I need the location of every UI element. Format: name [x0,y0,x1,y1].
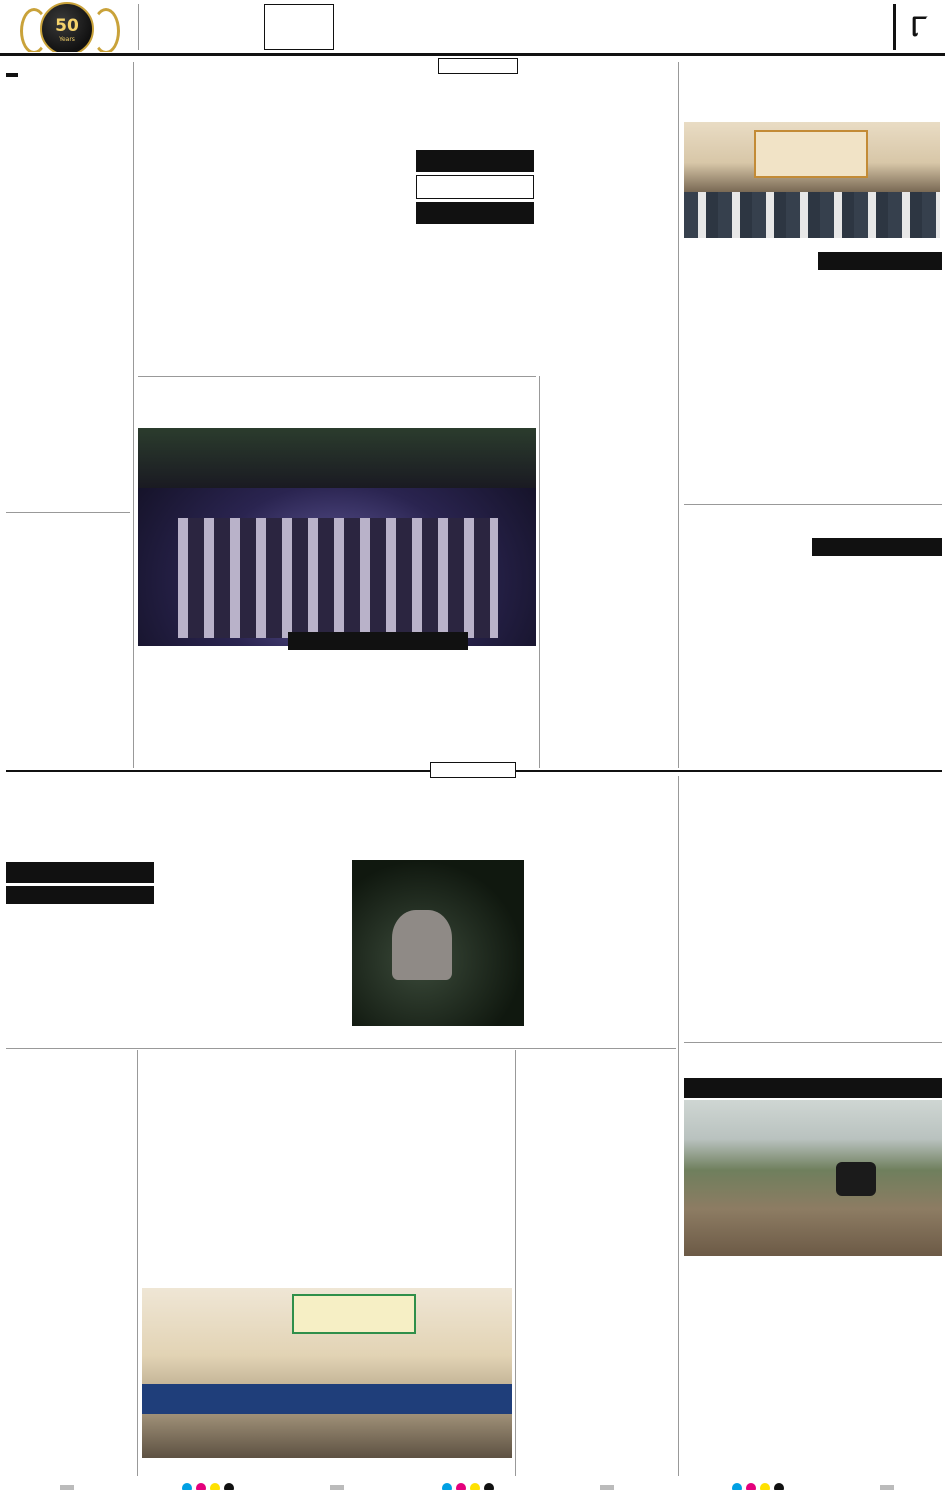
banner-image [754,130,868,178]
registration-mark [600,1478,620,1490]
grievance-body [142,1102,512,1286]
gangahar-body [520,1114,676,1476]
lead-body-mid [416,236,534,372]
masthead [0,0,945,56]
yellow-dot-icon [760,1483,770,1490]
aghori-body [138,662,536,766]
malnutrition-headline [684,78,942,118]
elephant-subheads [6,862,154,904]
motorcycle-image [836,1162,876,1196]
doctor-protest-subhead [812,538,942,556]
lead-subheads [416,150,534,232]
street-image [138,428,536,488]
people-row-image [684,192,940,238]
column-rule [678,776,679,1476]
elephant-body-right [528,860,674,1046]
social-audit-headline [6,1294,134,1312]
black-dot-icon [774,1483,784,1490]
culvert-subhead [684,1078,942,1098]
teaser-label [264,4,334,50]
region-tag [438,58,518,74]
lead-body-left [138,162,410,372]
grievance-dateline [142,1088,262,1100]
gangahar-dateline [520,1100,676,1112]
brief2-body [6,566,130,766]
column-rule [539,376,540,768]
region-tag-2 [430,762,516,778]
divider [684,504,942,505]
elephant-caption [352,1028,524,1048]
youth-suicide-body [6,1092,134,1292]
elephant-headline [6,786,676,856]
brief1-headline [6,86,130,130]
lead-headline [138,78,674,142]
column-rule [137,1050,138,1476]
dam-gate-headline [684,780,942,814]
column-rule [678,62,679,768]
yellow-dot-icon [470,1483,480,1490]
elephant-body-intro [160,862,346,938]
brief2-headline [6,518,130,562]
briefs-header-wrap [6,62,130,82]
registration-mark [880,1478,900,1490]
yellow-dot-icon [210,1483,220,1490]
cyan-dot-icon [442,1483,452,1490]
social-audit-body [6,1328,134,1476]
aghori-photo [138,428,536,646]
aghori-headline [138,382,536,422]
doctor-protest-body [684,560,942,766]
malnutrition-body [684,272,942,500]
lead-dateline [138,148,268,160]
health-camp-headline [544,380,678,424]
culvert-photo [684,1100,942,1256]
briefs-header [6,73,18,77]
malnutrition-subhead [818,252,942,270]
elephant-subhead-2 [6,886,154,904]
cyan-dot-icon [182,1483,192,1490]
elephant-byline [6,908,154,936]
color-registration-dots [730,1478,790,1490]
logo-years: Years [59,36,75,43]
malnutrition-caption [684,240,940,252]
table-cloth-image [142,1384,512,1414]
registration-mark [330,1478,350,1490]
culvert-body [684,1286,942,1476]
elephant-photo [352,860,524,1026]
social-audit-dateline [6,1314,134,1326]
color-registration-dots [440,1478,500,1490]
newspaper-logo [8,2,128,52]
grievance-caption [142,1460,512,1474]
lead-subhead-2 [416,175,534,199]
dam-gate-subhead [684,832,942,854]
doctor-protest-dateline [684,540,812,552]
page-number: ୮ [893,4,943,50]
grievance-headline [142,1052,512,1084]
date-box [138,4,260,50]
health-camp-body [544,442,678,766]
laurel-right-icon [92,8,120,52]
color-registration-dots [180,1478,240,1490]
magenta-dot-icon [196,1483,206,1490]
divider [6,512,130,513]
malnutrition-dateline [684,254,812,266]
elephant-image [392,910,452,980]
aghori-photo-overlay [288,632,468,650]
divider [138,376,536,377]
elephant-subhead-1 [6,862,154,883]
lead-subhead-1 [416,150,534,172]
registration-mark [60,1478,80,1490]
lead-subhead-3 [416,202,534,224]
youth-suicide-headline [6,1052,134,1074]
section-title [712,4,892,50]
magenta-dot-icon [746,1483,756,1490]
column-rule [133,62,134,768]
dam-gate-body [684,858,942,1038]
black-dot-icon [224,1483,234,1490]
divider [684,1042,942,1043]
dam-gate-dateline [684,818,864,830]
divider [6,1048,676,1049]
aghori-dateline [138,648,288,660]
grievance-photo [142,1288,512,1458]
brief1-body [6,132,130,507]
teaser-text [338,4,708,52]
magenta-dot-icon [456,1483,466,1490]
lead-body-right [540,148,674,372]
culvert-dateline [684,1272,884,1284]
doctor-protest-headline [684,508,942,538]
banner-image [292,1294,416,1334]
performers-image [178,518,498,638]
logo-number: 50 [55,16,79,36]
culvert-headline [684,1046,942,1076]
cyan-dot-icon [732,1483,742,1490]
youth-suicide-dateline [6,1078,134,1090]
health-camp-dateline [544,428,678,440]
column-rule [515,1050,516,1476]
gangahar-headline [520,1052,676,1096]
black-dot-icon [484,1483,494,1490]
culvert-caption [684,1258,942,1270]
elephant-body [6,940,354,1044]
malnutrition-photo [684,122,940,238]
